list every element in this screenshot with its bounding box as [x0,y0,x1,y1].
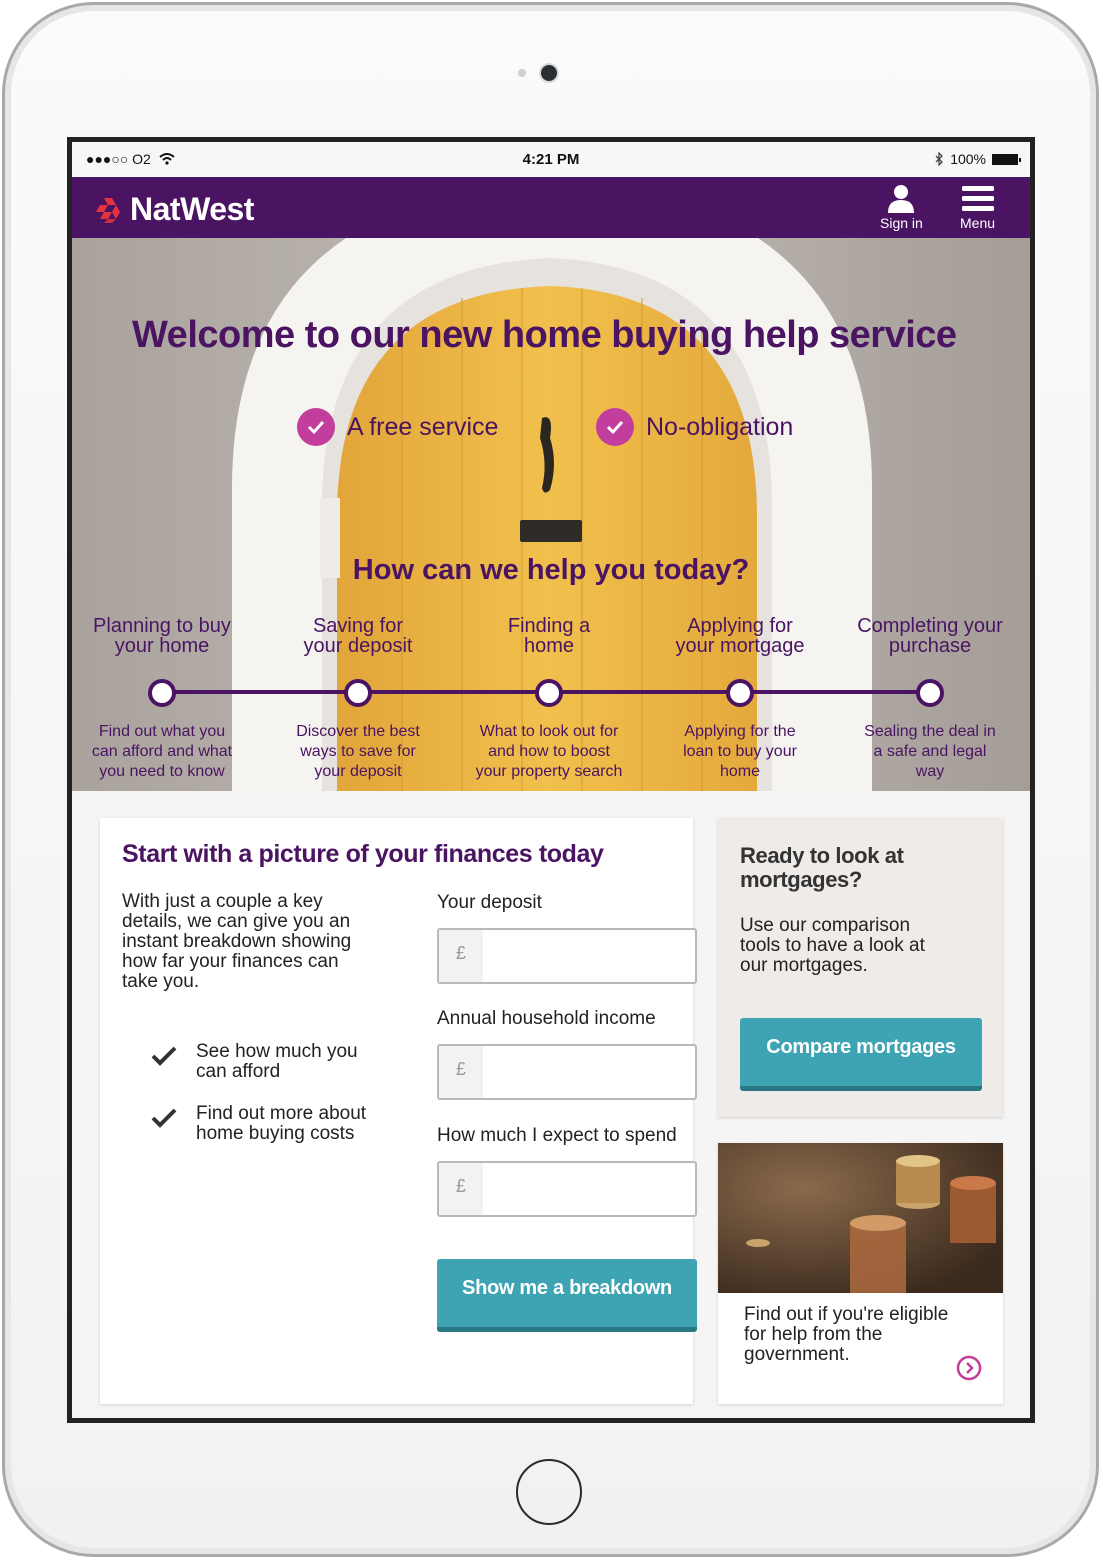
timeline-node-finding[interactable] [535,679,563,707]
top-navigation [72,177,1030,238]
currency-prefix: £ [439,930,483,982]
show-breakdown-button[interactable]: Show me a breakdown [437,1259,697,1332]
help-title: How can we help you today? [352,554,750,586]
timeline-node-planning[interactable] [148,679,176,707]
step-title: Planning to buy your home [93,615,231,657]
step-title: Finding a home [507,615,591,657]
screen [67,137,1035,1423]
front-camera [541,65,557,81]
compare-mortgages-button[interactable]: Compare mortgages [740,1018,982,1091]
checkmark-icon [150,1106,178,1130]
step-description: Discover the best ways to save for your deposit [296,723,420,780]
mortgages-title: Ready to look at mortgages? [740,843,904,892]
sign-in-button[interactable]: Sign in [880,183,923,231]
deposit-field[interactable] [437,928,697,984]
hero-section [72,238,1030,791]
check-circle-icon [297,408,335,446]
benefit-no-obligation: No-obligation [596,408,793,446]
finances-intro: With just a couple a key details, we can give you an instant breakdown showing how far your finances can take you. [122,891,352,992]
battery-percent: 100% [950,151,986,167]
mortgages-card [718,818,1003,1117]
currency-prefix: £ [439,1163,483,1215]
chevron-right-circle-icon[interactable] [956,1355,982,1381]
step-description: Sealing the deal in a safe and legal way [864,723,996,780]
deposit-input[interactable] [485,932,694,980]
menu-button[interactable]: Menu [960,183,995,231]
help-to-buy-text: Find out if you're eligible for help from the government. [744,1304,949,1365]
income-label: Annual household income [437,1008,656,1029]
status-right [935,151,1018,167]
natwest-logo-icon [94,196,122,224]
finances-card [100,818,693,1404]
currency-prefix: £ [439,1046,483,1098]
coins-photo [718,1143,1003,1293]
spend-input[interactable] [485,1165,694,1213]
brand-name: NatWest [130,191,254,227]
check-circle-icon [596,408,634,446]
spend-label: How much I expect to spend [437,1125,677,1146]
benefit-free-service: A free service [297,408,498,446]
step-title: Saving for your deposit [303,615,413,657]
finances-title: Start with a picture of your finances today [122,840,604,868]
timeline-node-applying[interactable] [726,679,754,707]
step-description: Applying for the loan to buy your home [683,723,797,780]
user-icon [886,183,916,213]
natwest-logo[interactable] [94,191,254,228]
hero-title: Welcome to our new home buying help service [132,314,957,356]
deposit-label: Your deposit [437,892,542,913]
step-title: Applying for your mortgage [675,615,805,657]
income-input[interactable] [485,1048,694,1096]
home-button[interactable] [516,1459,582,1525]
help-to-buy-card[interactable] [718,1143,1003,1404]
spend-field[interactable] [437,1161,697,1217]
clock: 4:21 PM [522,151,580,168]
checkmark-icon [150,1044,178,1068]
income-field[interactable] [437,1044,697,1100]
timeline-node-completing[interactable] [916,679,944,707]
mortgages-text: Use our comparison tools to have a look at our mortgages. [740,915,925,976]
benefit-costs: Find out more about home buying costs [196,1103,367,1144]
battery-icon [992,154,1018,165]
screen-content [72,142,1030,1418]
benefit-afford: See how much you can afford [196,1041,358,1082]
step-description: What to look out for and how to boost your property search [475,723,623,780]
sensor-dot [518,69,526,77]
step-title: Completing your purchase [857,615,1003,657]
bluetooth-icon [935,152,944,166]
status-bar [72,142,1030,177]
hamburger-icon [962,183,994,213]
timeline-node-saving[interactable] [344,679,372,707]
carrier-signal: ●●●○○ O2 [86,151,175,167]
step-description: Find out what you can afford and what you need to know [91,723,233,780]
